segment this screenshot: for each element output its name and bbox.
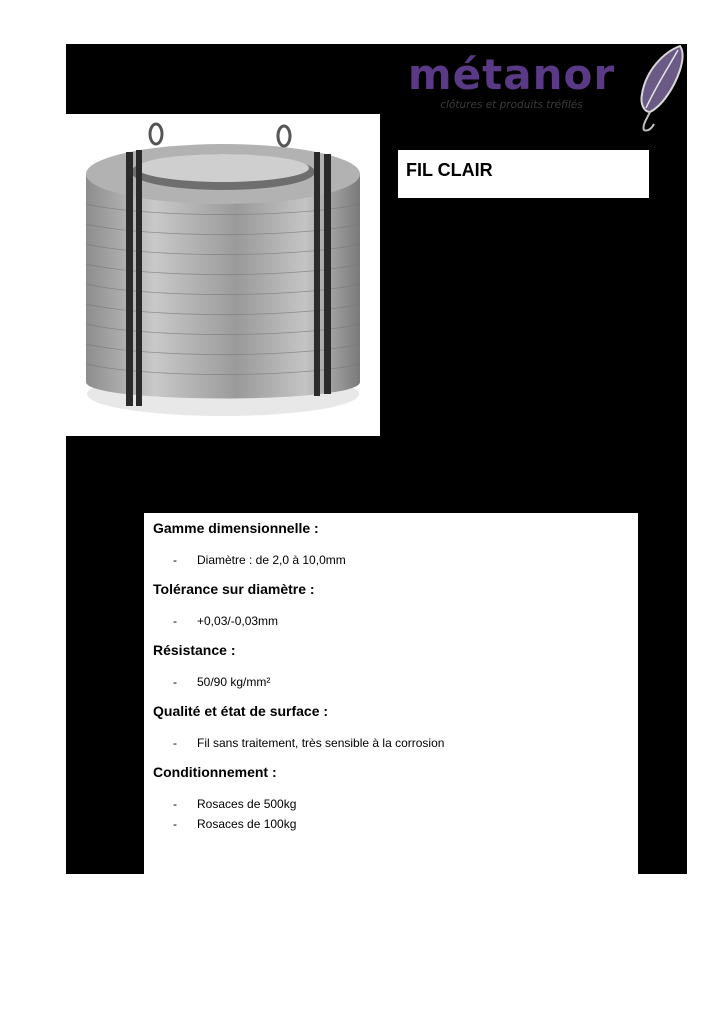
- spec-list: [153, 611, 638, 631]
- spec-section: [153, 702, 638, 753]
- spec-heading: Gamme dimensionnelle :: [153, 520, 319, 536]
- spec-item-text: 50/90 kg/mm²: [197, 675, 271, 689]
- product-title-box: [398, 150, 649, 198]
- brand-logo: [404, 50, 619, 112]
- bullet-dash: -: [173, 736, 177, 750]
- specifications-panel: [144, 513, 638, 874]
- bullet-dash: -: [173, 817, 177, 831]
- spec-item: [153, 611, 638, 631]
- bullet-dash: -: [173, 675, 177, 689]
- spec-list: [153, 733, 638, 753]
- spec-item-text: Rosaces de 100kg: [197, 817, 297, 831]
- spec-item-text: Diamètre : de 2,0 à 10,0mm: [197, 553, 346, 567]
- spec-heading: Conditionnement :: [153, 764, 277, 780]
- wire-coil-image: [66, 114, 380, 436]
- spec-heading: Résistance :: [153, 642, 236, 658]
- product-photo: [66, 114, 380, 436]
- spec-item: [153, 794, 638, 814]
- spec-list: [153, 672, 638, 692]
- spec-heading: Tolérance sur diamètre :: [153, 581, 315, 597]
- brand-tagline: clôtures et produits tréfilés: [440, 99, 583, 111]
- feather-icon: [628, 42, 690, 134]
- spec-section: [153, 580, 638, 631]
- spec-item: [153, 550, 638, 570]
- spec-item-text: +0,03/-0,03mm: [197, 614, 279, 628]
- spec-list: [153, 550, 638, 570]
- spec-item: [153, 814, 638, 834]
- bullet-dash: -: [173, 614, 177, 628]
- spec-item: [153, 672, 638, 692]
- product-title: FIL CLAIR: [406, 160, 493, 180]
- spec-item: [153, 733, 638, 753]
- spec-section: [153, 641, 638, 692]
- spec-list: [153, 794, 638, 834]
- bullet-dash: -: [173, 553, 177, 567]
- spec-section: [153, 519, 638, 570]
- bullet-dash: -: [173, 797, 177, 811]
- brand-name: métanor: [407, 50, 616, 99]
- spec-item-text: Rosaces de 500kg: [197, 797, 297, 811]
- spec-item-text: Fil sans traitement, très sensible à la corrosion: [197, 736, 445, 750]
- spec-heading: Qualité et état de surface :: [153, 703, 329, 719]
- spec-section: [153, 763, 638, 834]
